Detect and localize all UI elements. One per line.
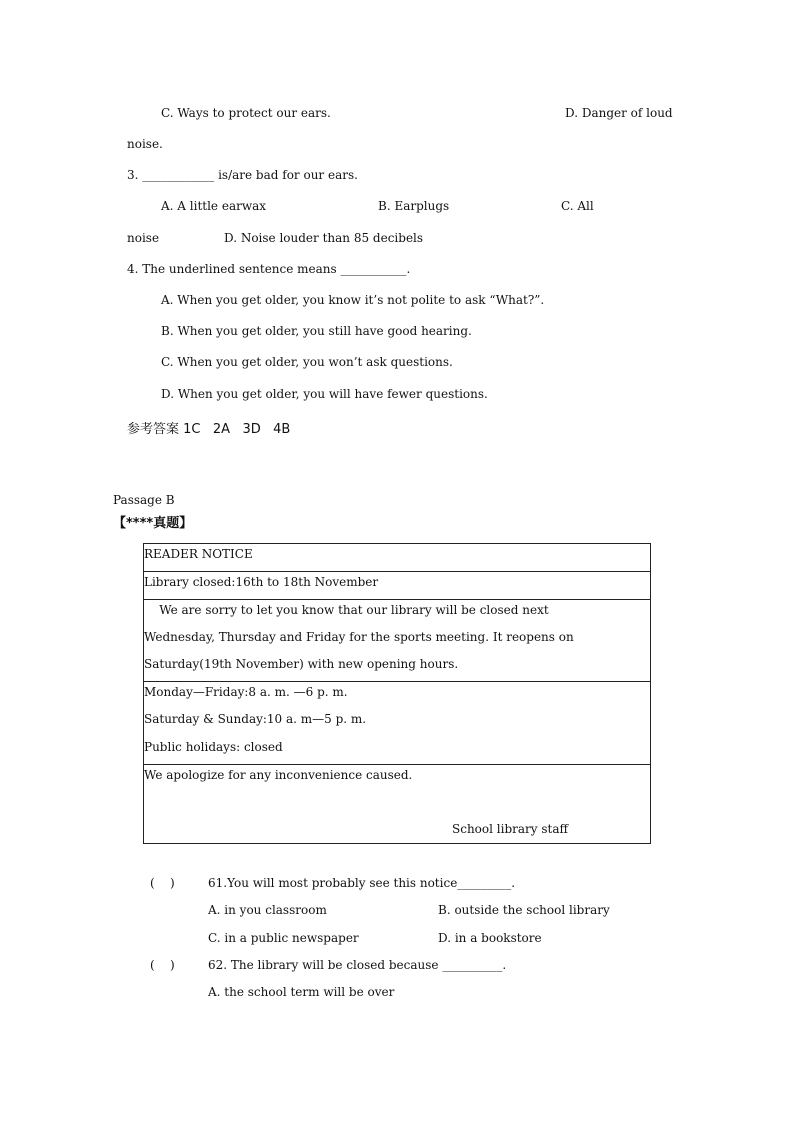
- reader-notice-table: [143, 543, 651, 844]
- notice-divider: [144, 599, 650, 600]
- notice-divider: [144, 681, 650, 682]
- q61-option-d: D. in a bookstore: [438, 931, 542, 945]
- q2-option-c: C. Ways to protect our ears.: [161, 106, 331, 120]
- q3-option-c: C. All: [561, 199, 594, 213]
- q62-stem: 62. The library will be closed because __________.: [208, 958, 507, 972]
- q61-option-a: A. in you classroom: [208, 903, 327, 917]
- q4-option-b: B. When you get older, you still have good hearing.: [161, 324, 472, 338]
- q2-option-d-continued: noise.: [127, 137, 163, 151]
- q4-option-c: C. When you get older, you won’t ask questions.: [161, 355, 453, 369]
- notice-body-line-1: We are sorry to let you know that our library will be closed next: [144, 603, 549, 617]
- q3-option-d: D. Noise louder than 85 decibels: [224, 231, 424, 245]
- q61-answer-bracket[interactable]: ( ): [150, 876, 175, 890]
- notice-apology: We apologize for any inconvenience caused.: [144, 768, 413, 782]
- q3-option-b: B. Earplugs: [378, 199, 450, 213]
- source-tag: 【****真题】: [113, 516, 193, 531]
- notice-body-line-3: Saturday(19th November) with new opening hours.: [144, 657, 459, 671]
- notice-hours-holiday: Public holidays: closed: [144, 740, 283, 754]
- q3-option-c-continued: noise: [127, 231, 160, 245]
- q61-option-c: C. in a public newspaper: [208, 931, 359, 945]
- q61-option-b: B. outside the school library: [438, 903, 610, 917]
- notice-body-line-2: Wednesday, Thursday and Friday for the sports meeting. It reopens on: [144, 630, 574, 644]
- answer-key: 参考答案 1C 2A 3D 4B: [127, 422, 291, 437]
- notice-signature: School library staff: [452, 822, 569, 836]
- notice-hours-weekend: Saturday & Sunday:10 a. m—5 p. m.: [144, 712, 367, 726]
- notice-closed-dates: Library closed:16th to 18th November: [144, 575, 379, 589]
- q2-option-d: D. Danger of loud: [565, 106, 673, 120]
- q3-stem: 3. ____________ is/are bad for our ears.: [127, 168, 358, 182]
- notice-divider: [144, 571, 650, 572]
- q62-answer-bracket[interactable]: ( ): [150, 958, 175, 972]
- q4-stem: 4. The underlined sentence means ___________.: [127, 262, 411, 276]
- notice-hours-weekday: Monday—Friday:8 a. m. —6 p. m.: [144, 685, 348, 699]
- notice-title: READER NOTICE: [144, 547, 253, 561]
- q61-stem: 61.You will most probably see this notice_________.: [208, 876, 516, 890]
- q62-option-a: A. the school term will be over: [208, 985, 395, 999]
- q4-option-a: A. When you get older, you know it’s not polite to ask “What?”.: [161, 293, 545, 307]
- passage-title: Passage B: [113, 493, 175, 507]
- q3-option-a: A. A little earwax: [161, 199, 267, 213]
- notice-divider: [144, 764, 650, 765]
- q4-option-d: D. When you get older, you will have fewer questions.: [161, 387, 488, 401]
